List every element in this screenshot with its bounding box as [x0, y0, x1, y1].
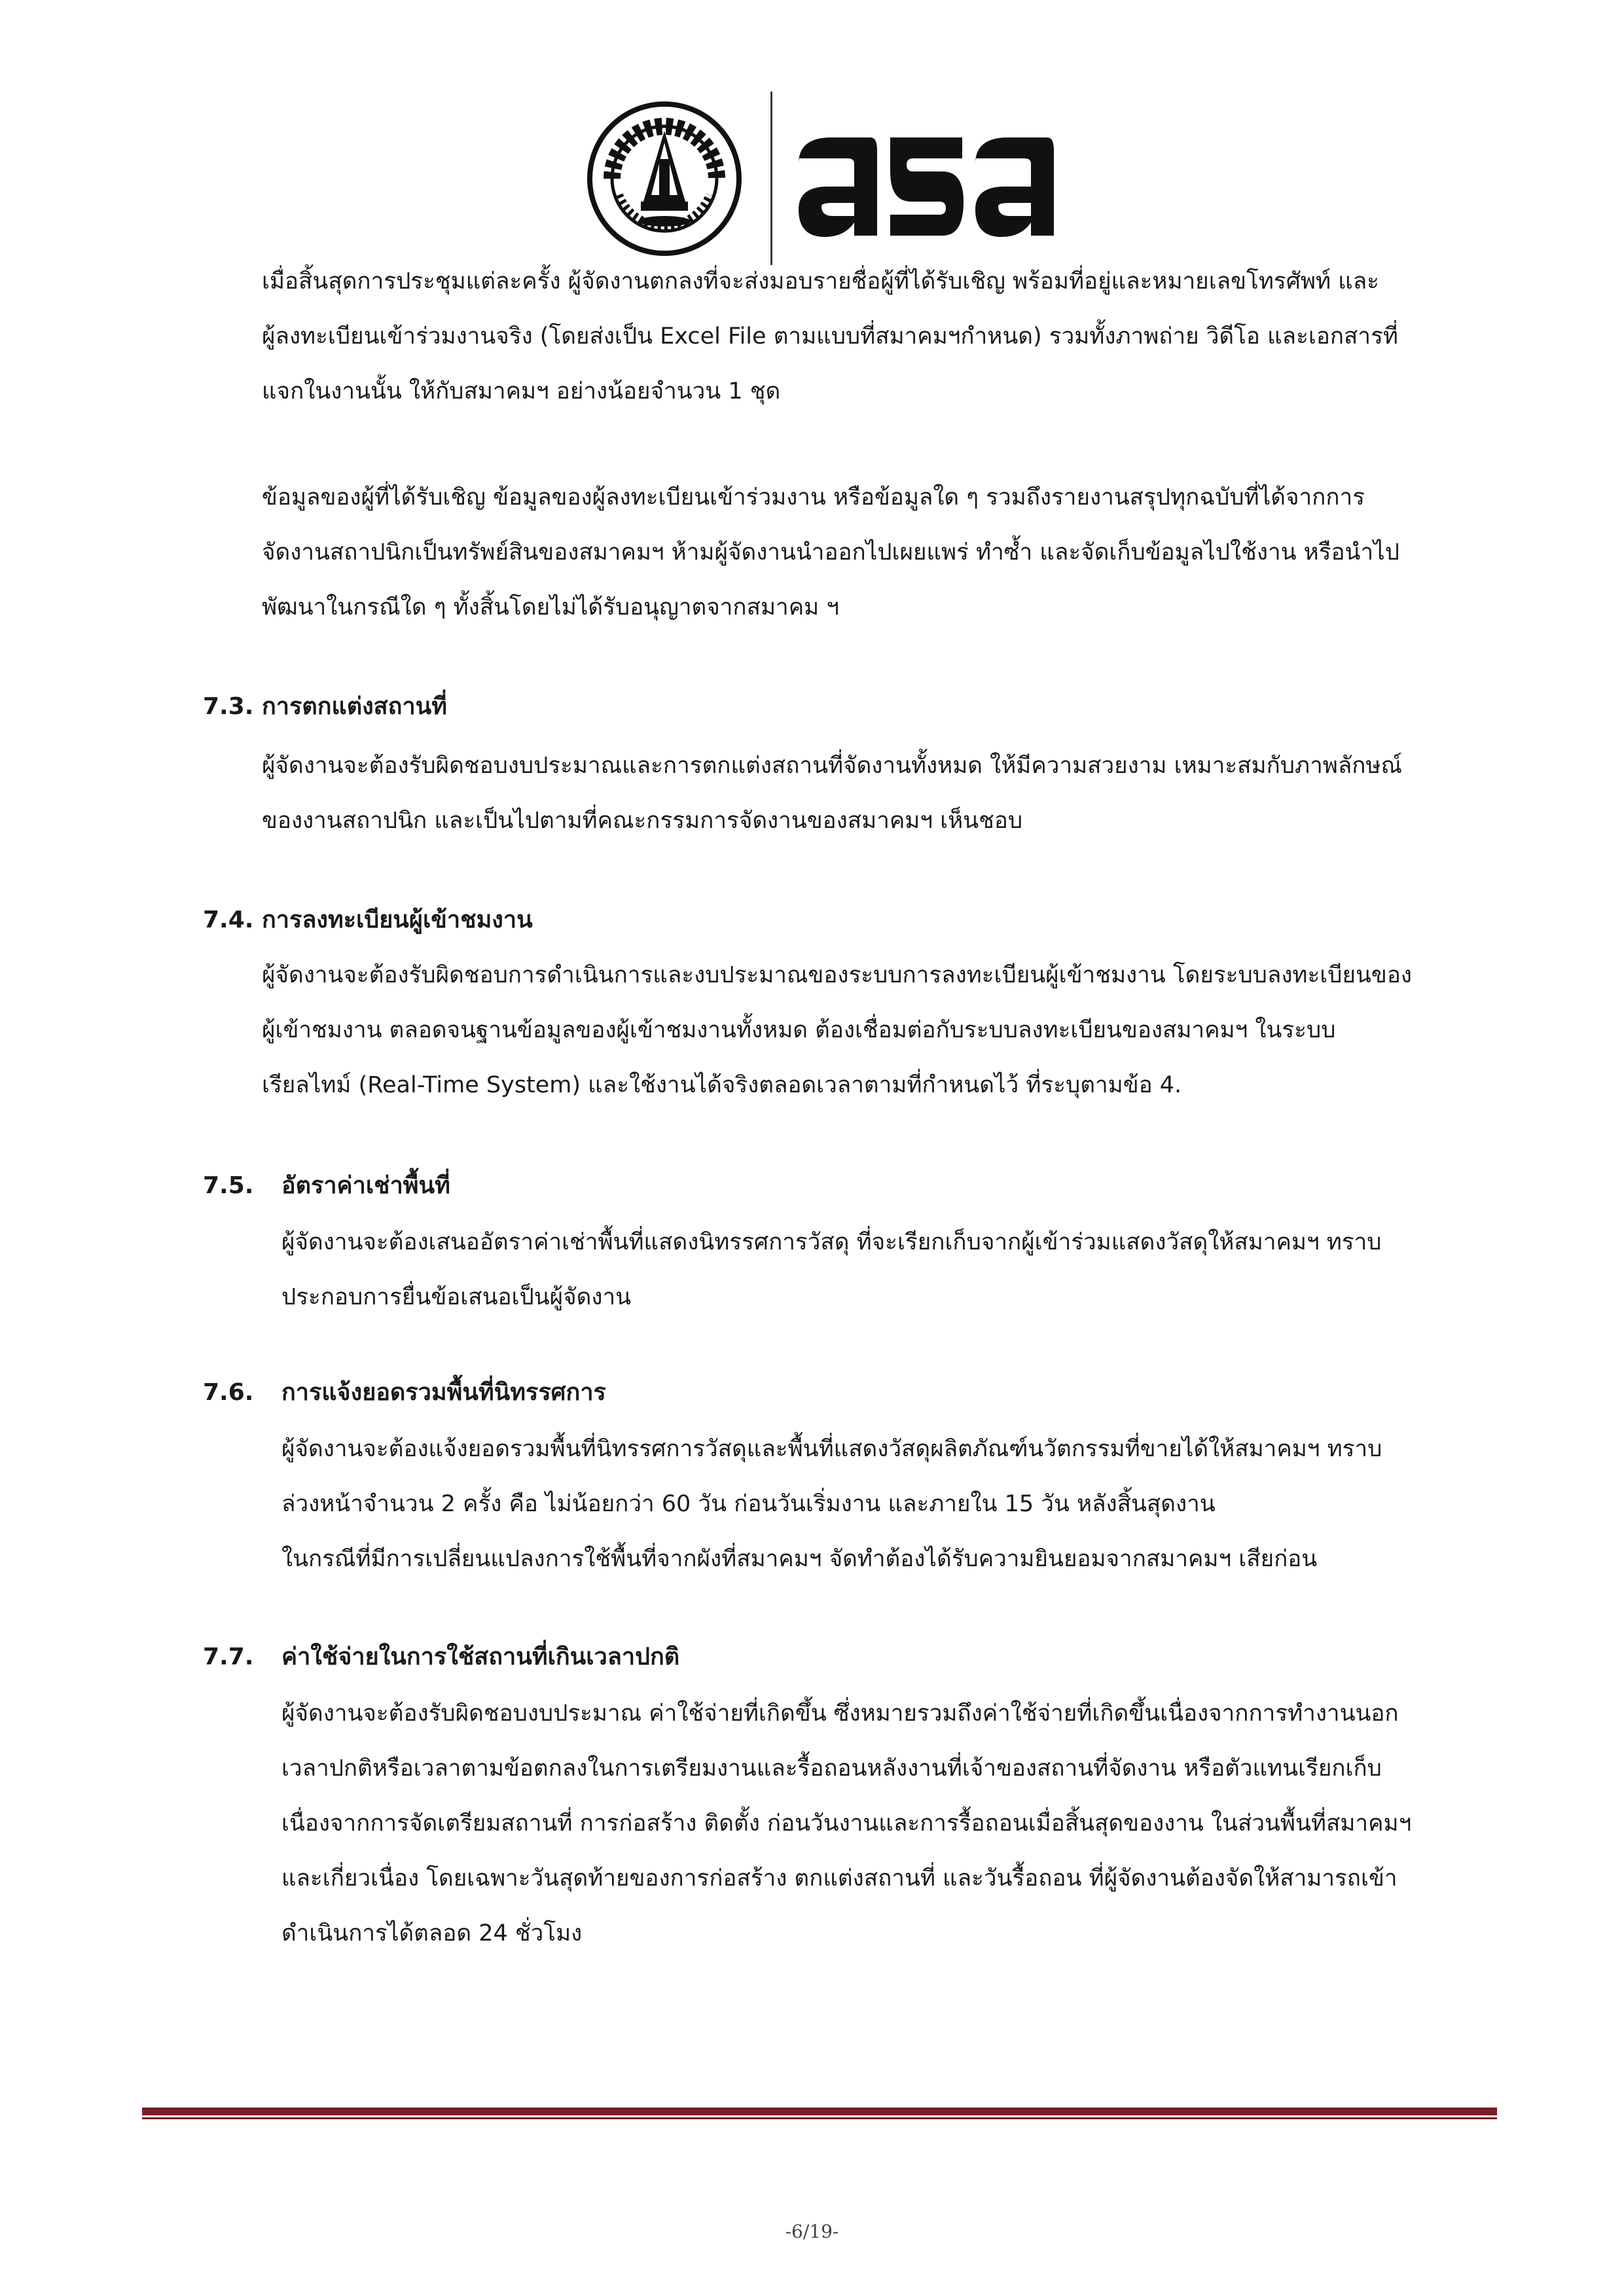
intro-p1-line: แจกในงานนั้น ให้กับสมาคมฯ อย่างน้อยจำนวน 1 ชุด — [262, 378, 781, 404]
intro-paragraph-2 — [262, 470, 1486, 635]
section-7-5-number: 7.5. — [203, 1172, 254, 1199]
header-logos — [586, 92, 1057, 268]
page-number: -6/19- — [785, 2221, 839, 2242]
section-line: ผู้จัดงานจะต้องเสนออัตราค่าเช่าพื้นที่แสดงนิทรรศการวัสดุ ที่จะเรียกเก็บจากผู้เข้าร่วมแสดงวัสดุให้สมาคมฯ ทราบ — [281, 1229, 1382, 1255]
asa-brand-logo — [792, 124, 1057, 249]
section-7-3-number: 7.3. — [203, 693, 254, 720]
section-7-5-body — [281, 1215, 1525, 1325]
footer-rule-thin — [142, 2117, 1497, 2119]
section-line: ผู้จัดงานจะต้องรับผิดชอบการดำเนินการและงบประมาณของระบบการลงทะเบียนผู้เข้าชมงาน โดยระบบลงทะเบียนของ — [262, 962, 1412, 988]
section-line: ผู้จัดงานจะต้องรับผิดชอบงบประมาณและการตกแต่งสถานที่จัดงานทั้งหมด ให้มีความสวยงาม เหมาะสมกับภาพลักษณ์ — [262, 753, 1403, 779]
footer-rule-thick — [142, 2108, 1497, 2115]
section-7-4-number: 7.4. — [203, 906, 254, 933]
section-line: ของงานสถาปนิก และเป็นไปตามที่คณะกรรมการจัดงานของสมาคมฯ เห็นชอบ — [262, 808, 1023, 834]
section-line: ประกอบการยื่นข้อเสนอเป็นผู้จัดงาน — [281, 1284, 632, 1310]
section-line: ในกรณีที่มีการเปลี่ยนแปลงการใช้พื้นที่จากผังที่สมาคมฯ จัดทำต้องได้รับความยินยอมจากสมาคมฯ เสียก่อน — [281, 1546, 1318, 1572]
intro-p2-line: จัดงานสถาปนิกเป็นทรัพย์สินของสมาคมฯ ห้ามผู้จัดงานนำออกไปเผยแพร่ ทำซ้ำ และจัดเก็บข้อมูลไปใช้งาน หรือนำไป — [262, 539, 1399, 565]
section-7-7-body — [281, 1686, 1525, 1961]
section-line: ผู้จัดงานจะต้องแจ้งยอดรวมพื้นที่นิทรรศการวัสดุและพื้นที่แสดงวัสดุผลิตภัณฑ์นวัตกรรมที่ขายได้ให้สมาคมฯ ทราบ — [281, 1436, 1382, 1462]
intro-paragraph-1 — [262, 254, 1486, 419]
section-7-7-number: 7.7. — [203, 1643, 254, 1670]
intro-p1-line: เมื่อสิ้นสุดการประชุมแต่ละครั้ง ผู้จัดงานตกลงที่จะส่งมอบรายชื่อผู้ที่ได้รับเชิญ พร้อมที่อยู่และหมายเลขโทรศัพท์ และ — [262, 268, 1379, 295]
section-line: ล่วงหน้าจำนวน 2 ครั้ง คือ ไม่น้อยกว่า 60 วัน ก่อนวันเริ่มงาน และภายใน 15 วัน หลังสิ้นสุดงาน — [281, 1491, 1216, 1517]
section-line: เนื่องจากการจัดเตรียมสถานที่ การก่อสร้าง ติดตั้ง ก่อนวันงานและการรื้อถอนเมื่อสิ้นสุดของงาน ในส่วนพื้นที่สมาคมฯ — [281, 1810, 1412, 1837]
section-line: เวลาปกติหรือเวลาตามข้อตกลงในการเตรียมงานและรื้อถอนหลังงานที่เจ้าของสถานที่จัดงาน หรือตัวแทนเรียกเก็บ — [281, 1755, 1382, 1782]
section-7-3-title: การตกแต่งสถานที่ — [262, 693, 448, 720]
section-7-7-title: ค่าใช้จ่ายในการใช้สถานที่เกินเวลาปกติ — [281, 1643, 680, 1670]
section-7-5-title: อัตราค่าเช่าพื้นที่ — [281, 1172, 450, 1199]
section-7-6-number: 7.6. — [203, 1379, 254, 1406]
logo-divider — [770, 92, 772, 265]
intro-p2-line: ข้อมูลของผู้ที่ได้รับเชิญ ข้อมูลของผู้ลงทะเบียนเข้าร่วมงาน หรือข้อมูลใด ๆ รวมถึงรายงานสรุปทุกฉบับที่ได้จากการ — [262, 484, 1365, 511]
section-line: และเกี่ยวเนื่อง โดยเฉพาะวันสุดท้ายของการก่อสร้าง ตกแต่งสถานที่ และวันรื้อถอน ที่ผู้จัดงานต้องจัดให้สามารถเข้า — [281, 1865, 1398, 1892]
section-line: เรียลไทม์ (Real-Time System) และใช้งานได้จริงตลอดเวลาตามที่กำหนดไว้ ที่ระบุตามข้อ 4. — [262, 1072, 1182, 1098]
association-seal-logo — [586, 97, 743, 260]
section-line: ดำเนินการได้ตลอด 24 ชั่วโมง — [281, 1920, 583, 1946]
section-7-4-title: การลงทะเบียนผู้เข้าชมงาน — [262, 906, 533, 933]
section-7-3-body — [262, 738, 1506, 848]
section-7-4-body — [262, 948, 1506, 1113]
intro-p1-line: ผู้ลงทะเบียนเข้าร่วมงานจริง (โดยส่งเป็น Excel File ตามแบบที่สมาคมฯกำหนด) รวมทั้งภาพถ่าย วิดีโอ และเอกสารที่ — [262, 323, 1398, 350]
section-7-6-body — [281, 1422, 1525, 1587]
section-7-6-title: การแจ้งยอดรวมพื้นที่นิทรรศการ — [281, 1379, 606, 1406]
section-line: ผู้เข้าชมงาน ตลอดจนฐานข้อมูลของผู้เข้าชมงานทั้งหมด ต้องเชื่อมต่อกับระบบลงทะเบียนของสมาคมฯ ในระบบ — [262, 1017, 1336, 1043]
section-line: ผู้จัดงานจะต้องรับผิดชอบงบประมาณ ค่าใช้จ่ายที่เกิดขึ้น ซึ่งหมายรวมถึงค่าใช้จ่ายที่เกิดขึ้นเนื่องจากการทำงานนอก — [281, 1700, 1399, 1727]
footer-rule — [142, 2108, 1497, 2121]
intro-p2-line: พัฒนาในกรณีใด ๆ ทั้งสิ้นโดยไม่ได้รับอนุญาตจากสมาคม ฯ — [262, 594, 839, 620]
